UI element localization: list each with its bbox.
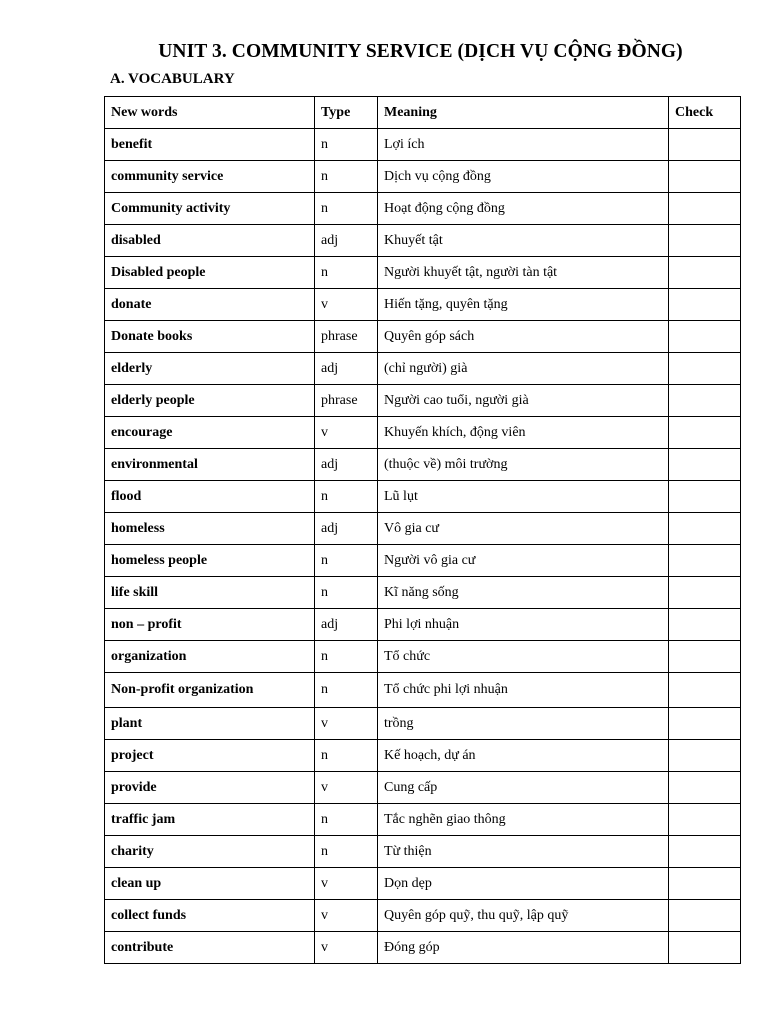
table-row (105, 772, 741, 804)
cell-meaning: Đóng góp (378, 932, 669, 964)
cell-check[interactable] (669, 708, 741, 740)
table-row (105, 708, 741, 740)
header-new-words: New words (105, 97, 315, 129)
cell-meaning: Người vô gia cư (378, 545, 669, 577)
cell-meaning: Lũ lụt (378, 481, 669, 513)
table-row (105, 257, 741, 289)
cell-meaning: Vô gia cư (378, 513, 669, 545)
cell-check[interactable] (669, 545, 741, 577)
table-row (105, 481, 741, 513)
cell-type: n (315, 129, 378, 161)
cell-check[interactable] (669, 609, 741, 641)
cell-type: adj (315, 225, 378, 257)
cell-type: v (315, 900, 378, 932)
table-row (105, 289, 741, 321)
table-row (105, 577, 741, 609)
table-header-row (105, 97, 741, 129)
section-heading: A. VOCABULARY (110, 71, 235, 87)
table-row (105, 321, 741, 353)
cell-meaning: Hoạt động cộng đồng (378, 193, 669, 225)
cell-word: environmental (105, 449, 315, 481)
table-row (105, 225, 741, 257)
cell-word: disabled (105, 225, 315, 257)
cell-word: community service (105, 161, 315, 193)
cell-word: non – profit (105, 609, 315, 641)
cell-meaning: (thuộc về) môi trường (378, 449, 669, 481)
cell-word: project (105, 740, 315, 772)
cell-meaning: Quyên góp sách (378, 321, 669, 353)
vocabulary-table (104, 96, 741, 964)
cell-word: organization (105, 641, 315, 673)
table-row (105, 932, 741, 964)
table-row (105, 417, 741, 449)
cell-word: flood (105, 481, 315, 513)
cell-check[interactable] (669, 868, 741, 900)
cell-type: v (315, 868, 378, 900)
cell-type: v (315, 772, 378, 804)
cell-check[interactable] (669, 481, 741, 513)
table-row (105, 868, 741, 900)
page-title: UNIT 3. COMMUNITY SERVICE (DỊCH VỤ CỘNG ĐỒNG) (158, 41, 683, 62)
cell-meaning: Quyên góp quỹ, thu quỹ, lập quỹ (378, 900, 669, 932)
cell-check[interactable] (669, 772, 741, 804)
cell-word: charity (105, 836, 315, 868)
cell-meaning: Phi lợi nhuận (378, 609, 669, 641)
cell-word: encourage (105, 417, 315, 449)
cell-meaning: Khuyết tật (378, 225, 669, 257)
cell-word: elderly people (105, 385, 315, 417)
table-row (105, 641, 741, 673)
cell-check[interactable] (669, 129, 741, 161)
cell-word: provide (105, 772, 315, 804)
cell-check[interactable] (669, 740, 741, 772)
table-row (105, 161, 741, 193)
cell-meaning: Tổ chức (378, 641, 669, 673)
cell-check[interactable] (669, 932, 741, 964)
table-row (105, 353, 741, 385)
cell-word: contribute (105, 932, 315, 964)
cell-meaning: Kế hoạch, dự án (378, 740, 669, 772)
cell-type: v (315, 708, 378, 740)
table-row (105, 545, 741, 577)
cell-word: traffic jam (105, 804, 315, 836)
cell-check[interactable] (669, 385, 741, 417)
cell-meaning: Tắc nghẽn giao thông (378, 804, 669, 836)
cell-meaning: Người cao tuổi, người già (378, 385, 669, 417)
cell-meaning: Hiến tặng, quyên tặng (378, 289, 669, 321)
cell-word: life skill (105, 577, 315, 609)
table-row (105, 836, 741, 868)
cell-type: adj (315, 449, 378, 481)
cell-meaning: Kĩ năng sống (378, 577, 669, 609)
cell-word: homeless people (105, 545, 315, 577)
cell-word: Non-profit organization (105, 673, 315, 708)
cell-check[interactable] (669, 353, 741, 385)
cell-type: v (315, 932, 378, 964)
cell-type: adj (315, 609, 378, 641)
cell-word: plant (105, 708, 315, 740)
cell-check[interactable] (669, 641, 741, 673)
cell-type: n (315, 257, 378, 289)
table-row (105, 513, 741, 545)
cell-word: benefit (105, 129, 315, 161)
table-row (105, 129, 741, 161)
table-row (105, 385, 741, 417)
table-row (105, 449, 741, 481)
cell-type: phrase (315, 321, 378, 353)
cell-word: clean up (105, 868, 315, 900)
cell-type: n (315, 193, 378, 225)
cell-check[interactable] (669, 449, 741, 481)
cell-type: n (315, 740, 378, 772)
cell-word: Donate books (105, 321, 315, 353)
table-row (105, 609, 741, 641)
table-row (105, 804, 741, 836)
cell-type: n (315, 836, 378, 868)
cell-word: collect funds (105, 900, 315, 932)
cell-type: n (315, 804, 378, 836)
cell-check[interactable] (669, 289, 741, 321)
cell-meaning: Người khuyết tật, người tàn tật (378, 257, 669, 289)
header-meaning: Meaning (378, 97, 669, 129)
cell-meaning: Dịch vụ cộng đồng (378, 161, 669, 193)
header-check: Check (669, 97, 741, 129)
cell-meaning: (chỉ người) già (378, 353, 669, 385)
cell-type: n (315, 641, 378, 673)
table-row (105, 673, 741, 708)
cell-word: Community activity (105, 193, 315, 225)
cell-check[interactable] (669, 804, 741, 836)
cell-type: v (315, 289, 378, 321)
cell-type: n (315, 545, 378, 577)
cell-type: adj (315, 513, 378, 545)
cell-type: phrase (315, 385, 378, 417)
cell-type: n (315, 673, 378, 708)
cell-type: n (315, 481, 378, 513)
cell-word: elderly (105, 353, 315, 385)
cell-type: n (315, 577, 378, 609)
cell-check[interactable] (669, 417, 741, 449)
table-row (105, 900, 741, 932)
cell-check[interactable] (669, 900, 741, 932)
cell-meaning: Từ thiện (378, 836, 669, 868)
cell-check[interactable] (669, 836, 741, 868)
cell-word: homeless (105, 513, 315, 545)
header-type: Type (315, 97, 378, 129)
cell-check[interactable] (669, 225, 741, 257)
cell-word: Disabled people (105, 257, 315, 289)
table-row (105, 740, 741, 772)
cell-check[interactable] (669, 673, 741, 708)
cell-type: n (315, 161, 378, 193)
cell-check[interactable] (669, 321, 741, 353)
cell-type: adj (315, 353, 378, 385)
cell-meaning: Dọn dẹp (378, 868, 669, 900)
cell-meaning: Lợi ích (378, 129, 669, 161)
cell-check[interactable] (669, 513, 741, 545)
cell-meaning: Cung cấp (378, 772, 669, 804)
cell-meaning: Khuyến khích, động viên (378, 417, 669, 449)
cell-check[interactable] (669, 577, 741, 609)
table-row (105, 193, 741, 225)
cell-meaning: trồng (378, 708, 669, 740)
cell-meaning: Tổ chức phi lợi nhuận (378, 673, 669, 708)
cell-check[interactable] (669, 193, 741, 225)
cell-check[interactable] (669, 257, 741, 289)
cell-type: v (315, 417, 378, 449)
cell-check[interactable] (669, 161, 741, 193)
cell-word: donate (105, 289, 315, 321)
